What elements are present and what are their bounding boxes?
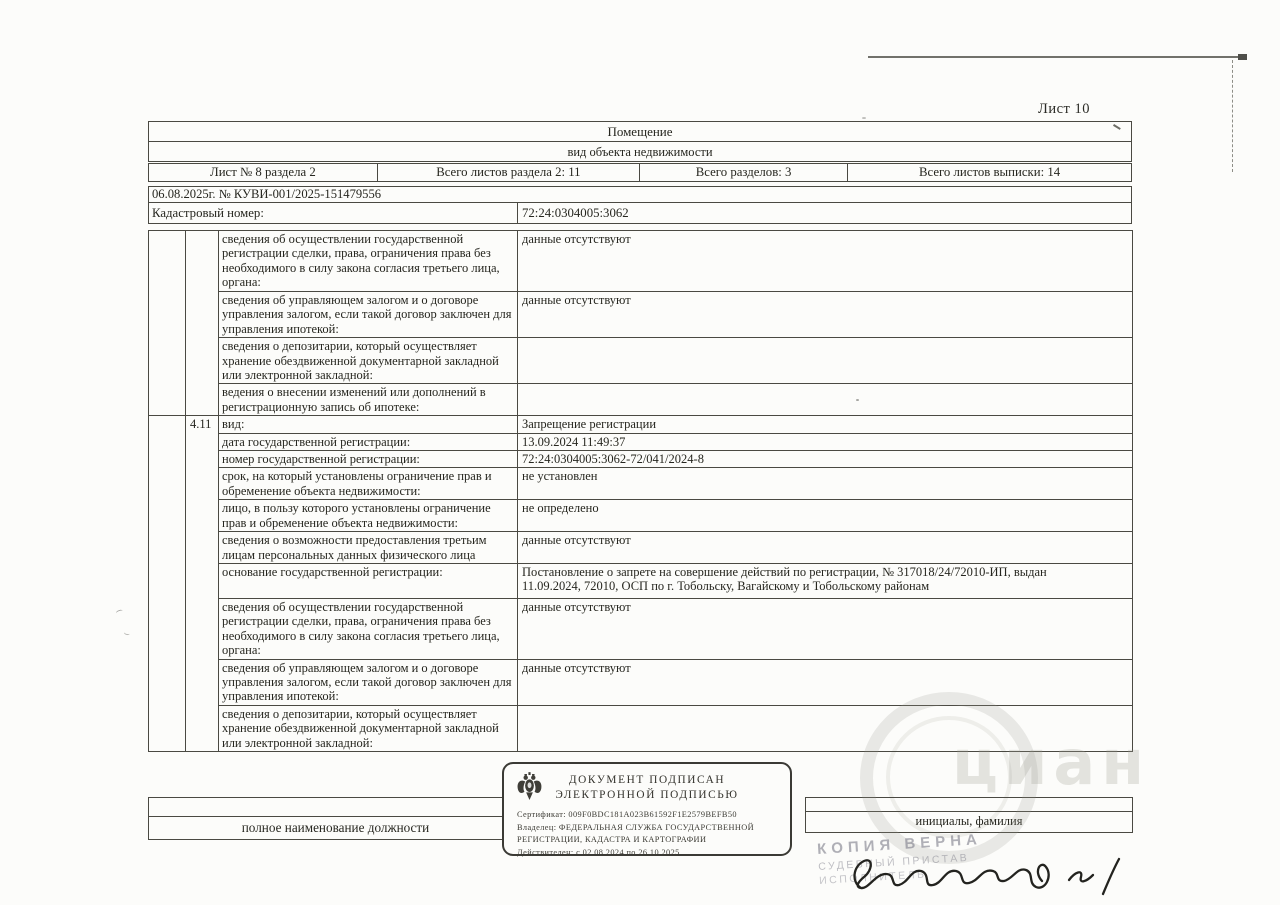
registration-table bbox=[148, 230, 1133, 752]
object-type-caption: вид объекта недвижимости bbox=[567, 144, 713, 159]
row-label: сведения о возможности предоставления третьим лицам персональных данных физического лица bbox=[219, 532, 518, 564]
position-signature-box bbox=[148, 797, 523, 840]
copy-stamp-line2: СУДЕБНЫЙ ПРИСТАВ bbox=[817, 851, 970, 874]
signature-line bbox=[149, 798, 522, 817]
row-label: срок, на который установлены ограничение прав и обременение объекта недвижимости: bbox=[219, 468, 518, 500]
table-row bbox=[149, 468, 1133, 500]
scan-speck bbox=[862, 117, 866, 119]
object-type-box bbox=[148, 121, 1132, 162]
row-label: сведения об осуществлении государственной регистрации сделки, права, ограничения права без необходимого в силу закона согласия третьего лица, органа: bbox=[219, 231, 518, 292]
watermark-text: циан bbox=[952, 726, 1151, 799]
row-value: 13.09.2024 11:49:37 bbox=[518, 433, 1133, 450]
row-label: сведения об управляющем залогом и о договоре управления залогом, если такой договор заключен для управления ипотекой: bbox=[219, 659, 518, 705]
row-value: данные отсутствуют bbox=[518, 598, 1133, 659]
table-row bbox=[149, 416, 1133, 433]
scan-speck bbox=[124, 630, 131, 635]
sheet-info-cell: Всего листов раздела 2: 11 bbox=[378, 164, 640, 181]
esig-validity: Действителен: с 02.08.2024 по 26.10.2025 bbox=[517, 847, 680, 857]
scan-speck bbox=[116, 609, 124, 615]
name-caption: инициалы, фамилия bbox=[915, 814, 1023, 828]
scan-edge-line bbox=[868, 56, 1246, 58]
table-row bbox=[149, 384, 1133, 416]
esig-certificate: Сертификат: 009F0BDC181A023B61592F1E2579BEFB50 bbox=[517, 810, 737, 819]
coat-of-arms-icon bbox=[516, 771, 543, 802]
row-value: не установлен bbox=[518, 468, 1133, 500]
row-value: данные отсутствуют bbox=[518, 231, 1133, 292]
table-row bbox=[149, 563, 1133, 598]
table-row bbox=[149, 433, 1133, 450]
sheet-info-cell: Всего листов выписки: 14 bbox=[918, 165, 1061, 179]
position-caption: полное наименование должности bbox=[241, 819, 430, 835]
row-label: номер государственной регистрации: bbox=[219, 451, 518, 468]
row-value bbox=[518, 338, 1133, 384]
table-row bbox=[149, 532, 1133, 564]
table-row bbox=[149, 598, 1133, 659]
esig-title-line1: ДОКУМЕНТ ПОДПИСАН bbox=[568, 774, 726, 786]
scan-edge-cap bbox=[1238, 54, 1247, 60]
esig-owner-line1: Владелец: ФЕДЕРАЛЬНАЯ СЛУЖБА ГОСУДАРСТВЕННОЙ bbox=[517, 822, 755, 832]
sheet-info-row bbox=[148, 163, 1132, 182]
object-type-value: Помещение bbox=[149, 122, 1131, 142]
scan-dashed-line bbox=[1232, 60, 1233, 172]
copy-stamp-line1: КОПИЯ ВЕРНА bbox=[816, 831, 983, 859]
row-value: не определено bbox=[518, 500, 1133, 532]
copy-stamp-line3: ИСПОЛНИТЕЛЬ bbox=[818, 868, 927, 887]
cadastral-number-label: Кадастровый номер: bbox=[149, 203, 518, 223]
electronic-signature-stamp bbox=[502, 762, 792, 856]
sheet-number-label: Лист 10 bbox=[1038, 101, 1090, 117]
cadastral-number-value: 72:24:0304005:3062 bbox=[522, 205, 629, 220]
cadastral-number-row bbox=[148, 203, 1132, 224]
row-label: вид: bbox=[219, 416, 518, 433]
esig-title-line2: ЭЛЕКТРОННОЙ ПОДПИСЬЮ bbox=[555, 789, 739, 801]
row-value: 72:24:0304005:3062-72/041/2024-8 bbox=[518, 451, 1133, 468]
table-row bbox=[149, 292, 1133, 338]
row-label: сведения о депозитарии, который осуществляет хранение обездвиженной документарной закладной или электронной закладной: bbox=[219, 705, 518, 751]
sheet-info-cell: Лист № 8 раздела 2 bbox=[149, 164, 378, 181]
row-value: Запрещение регистрации bbox=[518, 416, 1133, 433]
table-row bbox=[149, 451, 1133, 468]
esig-owner-line2: РЕГИСТРАЦИИ, КАДАСТРА И КАРТОГРАФИИ bbox=[517, 835, 707, 844]
row-label: лицо, в пользу которого установлены ограничение прав и обременение объекта недвижимости: bbox=[219, 500, 518, 532]
handwritten-signature bbox=[845, 838, 1125, 900]
request-number-row: 06.08.2025г. № КУВИ-001/2025-151479556 bbox=[148, 186, 1132, 203]
table-row bbox=[149, 338, 1133, 384]
row-label: ведения о внесении изменений или дополнений в регистрационную запись об ипотеке: bbox=[219, 384, 518, 416]
row-value: данные отсутствуют bbox=[518, 532, 1133, 564]
row-label: дата государственной регистрации: bbox=[219, 433, 518, 450]
row-value bbox=[518, 384, 1133, 416]
row-label: основание государственной регистрации: bbox=[219, 563, 518, 598]
row-value: Постановление о запрете на совершение действий по регистрации, № 317018/24/72010-ИП, выдан 11.09.2024, 72010, ОСП по г. Тобольску, Вагайскому и Тобольскому районам bbox=[518, 563, 1133, 598]
table-row bbox=[149, 231, 1133, 292]
row-label: сведения о депозитарии, который осуществляет хранение обездвиженной документарной закладной или электронной закладной: bbox=[219, 338, 518, 384]
row-label: сведения об управляющем залогом и о договоре управления залогом, если такой договор заключен для управления ипотекой: bbox=[219, 292, 518, 338]
sheet-info-cell: Всего разделов: 3 bbox=[640, 164, 848, 181]
record-number: 4.11 bbox=[186, 416, 219, 752]
row-label: сведения об осуществлении государственной регистрации сделки, права, ограничения права без необходимого в силу закона согласия третьего лица, органа: bbox=[219, 598, 518, 659]
row-value: данные отсутствуют bbox=[518, 659, 1133, 705]
table-row bbox=[149, 500, 1133, 532]
row-value: данные отсутствуют bbox=[518, 292, 1133, 338]
